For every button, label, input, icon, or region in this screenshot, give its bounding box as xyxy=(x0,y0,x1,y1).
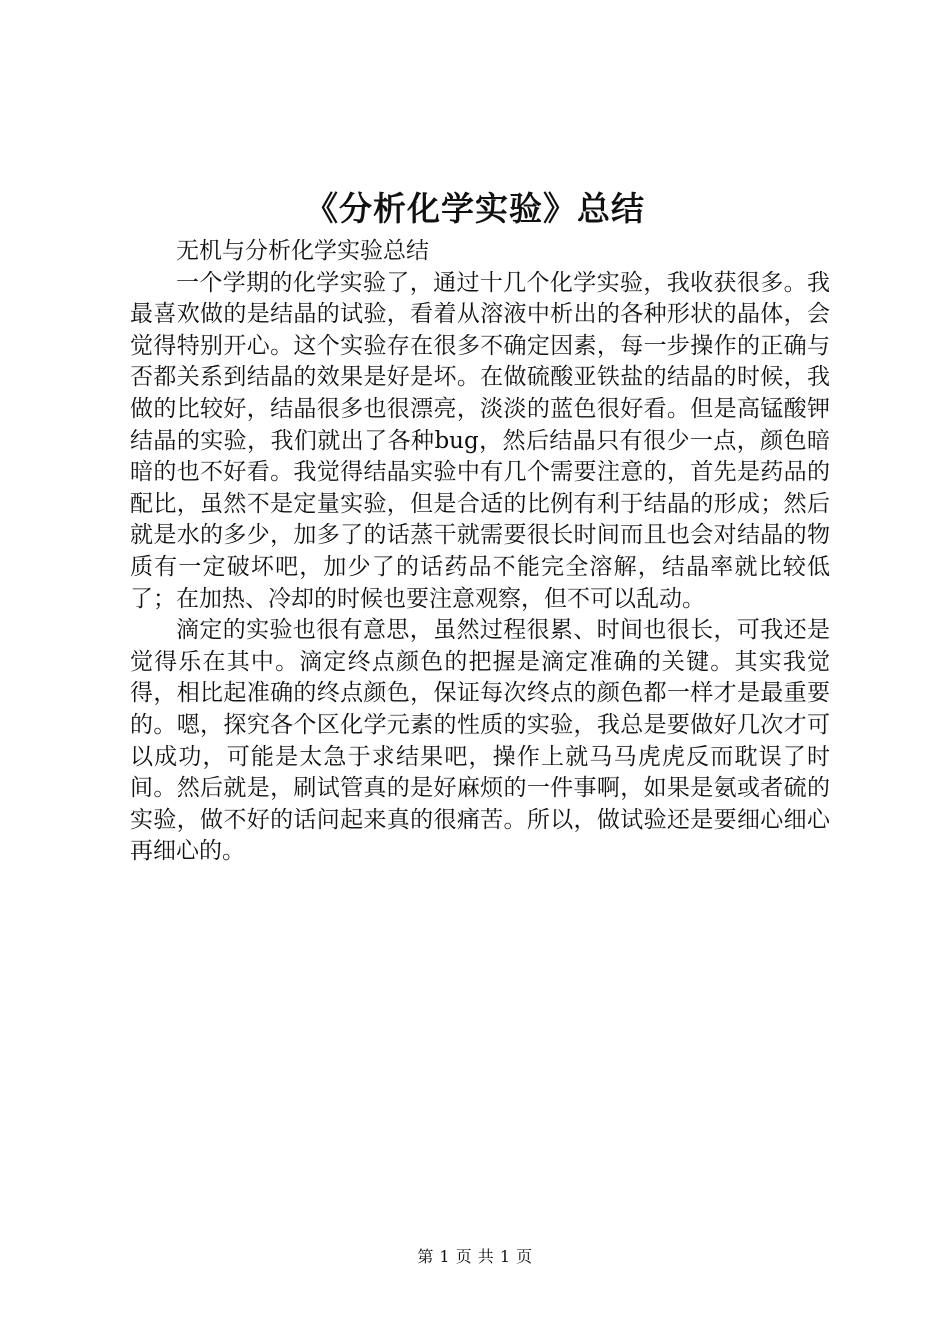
document-title: 《分析化学实验》总结 xyxy=(305,189,645,228)
subtitle-paragraph: 无机与分析化学实验总结 xyxy=(176,238,429,264)
body-paragraph: 滴定的实验也很有意思，虽然过程很累、时间也很长，可我还是觉得乐在其中。滴定终点颜色的把握是滴定准确的关键。其实我觉得，相比起准确的终点颜色，保证每次终点的颜色都一样才是最重要的。嗯，探究各个区化学元素的性质的实验，我总是要做好几次才可以成功，可能是太急于求结果吧，操作上就马马虎虎反而耽误了时间。然后就是，刷试管真的是好麻烦的一件事啊，如果是氨或者硫的实验，做不好的话问起来真的很痛苦。所以，做试验还是要细心细心再细心的。 xyxy=(130,617,830,865)
page-footer: 第 1 页 共 1 页 xyxy=(417,1247,533,1266)
document-body xyxy=(130,236,830,868)
body-paragraph: 一个学期的化学实验了，通过十几个化学实验，我收获很多。我最喜欢做的是结晶的试验，看着从溶液中析出的各种形状的晶体，会觉得特别开心。这个实验存在很多不确定因素，每一步操作的正确与否都关系到结晶的效果是好是坏。在做硫酸亚铁盐的结晶的时候，我做的比较好，结晶很多也很漂亮，淡淡的蓝色很好看。但是高锰酸钾结晶的实验，我们就出了各种bug，然后结晶只有很少一点，颜色暗暗的也不好看。我觉得结晶实验中有几个需要注意的，首先是药品的配比，虽然不是定量实验，但是合适的比例有利于结晶的形成；然后就是水的多少，加多了的话蒸干就需要很长时间而且也会对结晶的物质有一定破坏吧，加少了的话药品不能完全溶解，结晶率就比较低了；在加热、冷却的时候也要注意观察，但不可以乱动。 xyxy=(130,269,830,612)
